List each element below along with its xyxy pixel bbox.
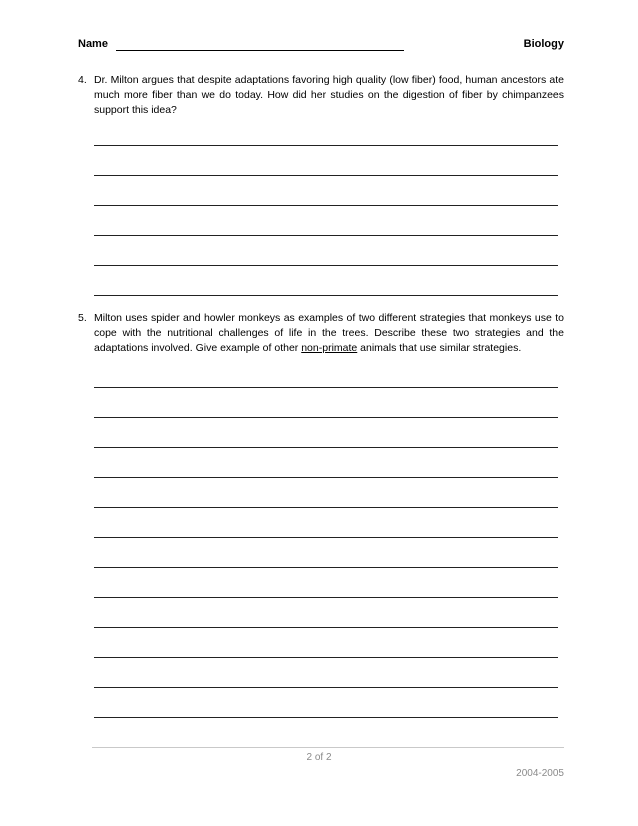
answer-line[interactable] — [94, 295, 558, 296]
page-number: 2 of 2 — [306, 752, 332, 763]
answer-line[interactable] — [94, 265, 558, 266]
footer-divider — [92, 747, 564, 748]
question-number: 4. — [78, 74, 87, 86]
answer-line[interactable] — [94, 417, 558, 418]
question-text-part: animals that use similar strategies. — [357, 342, 522, 354]
question-text-part: Milton uses spider and howler monkeys as examples of two different strategies that monkeys use to cope with the nutritional challenges of life in the trees. Describe these two strategies and the adaptations involved. Give example of other — [94, 312, 564, 354]
school-year: 2004-2005 — [516, 768, 564, 779]
question-number: 5. — [78, 312, 87, 324]
question-text — [94, 311, 564, 356]
answer-line[interactable] — [94, 627, 558, 628]
question-4 — [78, 73, 564, 118]
answer-line[interactable] — [94, 597, 558, 598]
answer-line[interactable] — [94, 657, 558, 658]
answer-line[interactable] — [94, 447, 558, 448]
answer-line[interactable] — [94, 507, 558, 508]
answer-line[interactable] — [94, 235, 558, 236]
subject-label: Biology — [523, 38, 564, 50]
answer-line[interactable] — [94, 145, 558, 146]
answer-line[interactable] — [94, 477, 558, 478]
answer-line[interactable] — [94, 687, 558, 688]
answer-line[interactable] — [94, 175, 558, 176]
underlined-term: non-primate — [301, 342, 358, 354]
answer-line[interactable] — [94, 537, 558, 538]
question-text: Dr. Milton argues that despite adaptations favoring high quality (low fiber) food, human ancestors ate much more fiber than we do today. How did her studies on the digestion of fiber by chimpanzees support this idea? — [94, 74, 564, 116]
answer-line[interactable] — [94, 717, 558, 718]
name-blank-line[interactable] — [116, 50, 404, 51]
answer-line[interactable] — [94, 205, 558, 206]
answer-line[interactable] — [94, 567, 558, 568]
page-header — [78, 38, 564, 52]
question-5 — [78, 311, 564, 356]
answer-line[interactable] — [94, 387, 558, 388]
name-label: Name — [78, 38, 108, 50]
